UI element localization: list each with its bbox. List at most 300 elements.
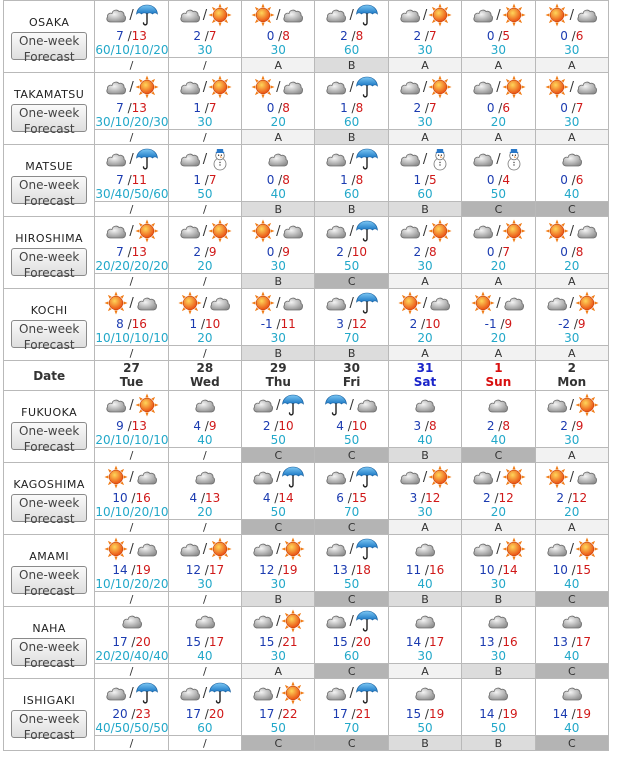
day-forecast-cell bbox=[388, 391, 461, 448]
one-week-forecast-button[interactable] bbox=[11, 104, 87, 136]
temp-separator: / bbox=[347, 563, 356, 577]
sun-icon bbox=[428, 75, 452, 99]
umbrella-icon bbox=[281, 393, 305, 417]
sun-icon bbox=[135, 393, 159, 417]
sun-icon bbox=[545, 3, 569, 27]
one-week-forecast-button[interactable] bbox=[11, 494, 87, 526]
city-forecast-row bbox=[4, 217, 609, 274]
weather-icons bbox=[315, 535, 387, 563]
weather-icons bbox=[242, 535, 314, 563]
reliability-cell: A bbox=[388, 520, 461, 535]
temp-separator: / bbox=[343, 419, 352, 433]
min-temp: 0 bbox=[486, 173, 495, 187]
temperature bbox=[169, 635, 241, 649]
reliability-cell: B bbox=[388, 202, 461, 217]
cloud-icon bbox=[208, 291, 232, 315]
reliability-cell: B bbox=[315, 130, 388, 145]
sun-icon bbox=[251, 75, 275, 99]
weather-icons bbox=[242, 289, 314, 317]
min-temp: 0 bbox=[560, 29, 568, 43]
cloud-icon bbox=[560, 609, 584, 633]
temp-separator: / bbox=[123, 245, 132, 259]
cloud-icon bbox=[135, 465, 159, 489]
precip-probability: 20/10/10/10 bbox=[95, 433, 169, 447]
sun-icon bbox=[575, 537, 599, 561]
icon-separator: / bbox=[569, 469, 574, 485]
day-forecast-cell bbox=[95, 463, 168, 520]
one-week-forecast-button[interactable] bbox=[11, 176, 87, 208]
icon-separator: / bbox=[496, 469, 501, 485]
min-temp: 2 bbox=[413, 29, 422, 43]
precip-probability: 60 bbox=[344, 649, 360, 663]
day-forecast-cell bbox=[462, 217, 535, 274]
min-temp: 10 bbox=[112, 491, 128, 505]
max-temp: 10 bbox=[425, 317, 441, 331]
max-temp: 18 bbox=[355, 563, 371, 577]
day-forecast-cell bbox=[168, 73, 241, 130]
temperature bbox=[462, 245, 534, 259]
temp-separator: / bbox=[347, 707, 356, 721]
temp-separator: / bbox=[200, 419, 209, 433]
max-temp: 13 bbox=[131, 101, 147, 115]
temperature bbox=[536, 563, 608, 577]
day-forecast-cell bbox=[535, 73, 608, 130]
weather-icons bbox=[95, 679, 167, 707]
day-forecast-cell bbox=[242, 535, 315, 592]
weather-icons bbox=[95, 1, 167, 29]
min-temp: -2 bbox=[558, 317, 571, 331]
reliability-cell: / bbox=[95, 736, 168, 751]
reliability-cell: C bbox=[315, 736, 388, 751]
icon-separator: / bbox=[276, 295, 281, 311]
temp-separator: / bbox=[567, 707, 576, 721]
max-temp: 8 bbox=[502, 419, 510, 433]
reliability-cell: A bbox=[462, 274, 535, 289]
button-label: One-week Forecast bbox=[19, 249, 80, 280]
max-temp: 9 bbox=[208, 419, 217, 433]
umbrella-icon bbox=[355, 3, 379, 27]
reliability-cell: A bbox=[535, 58, 608, 73]
temp-separator: / bbox=[200, 101, 209, 115]
min-temp: 15 bbox=[332, 635, 348, 649]
reliability-cell: A bbox=[535, 130, 608, 145]
temperature bbox=[536, 491, 608, 505]
one-week-forecast-button[interactable] bbox=[11, 638, 87, 670]
day-forecast-cell bbox=[462, 535, 535, 592]
max-temp: 9 bbox=[577, 317, 586, 331]
one-week-forecast-button[interactable] bbox=[11, 32, 87, 64]
reliability-row bbox=[4, 520, 609, 535]
day-name: Sat bbox=[413, 375, 437, 389]
day-forecast-cell bbox=[388, 289, 461, 346]
day-forecast-cell bbox=[388, 463, 461, 520]
temp-separator: / bbox=[127, 563, 136, 577]
cloud-icon bbox=[486, 393, 510, 417]
max-temp: 6 bbox=[575, 29, 584, 43]
sun-icon bbox=[135, 75, 159, 99]
temperature bbox=[536, 635, 608, 649]
max-temp: 23 bbox=[135, 707, 151, 721]
one-week-forecast-button[interactable] bbox=[11, 422, 87, 454]
max-temp: 14 bbox=[278, 491, 294, 505]
weather-icons bbox=[95, 607, 167, 635]
temperature bbox=[315, 491, 387, 505]
date-number: 2 bbox=[567, 361, 576, 375]
weather-icons bbox=[169, 463, 241, 491]
icon-separator: / bbox=[422, 79, 428, 95]
date-number: 31 bbox=[416, 361, 434, 375]
temperature bbox=[169, 245, 241, 259]
max-temp: 20 bbox=[208, 707, 225, 721]
date-cell bbox=[388, 361, 461, 391]
temperature bbox=[95, 563, 167, 577]
reliability-cell: C bbox=[315, 520, 388, 535]
date-cell bbox=[315, 361, 388, 391]
precip-probability: 20 bbox=[490, 115, 507, 129]
min-temp: 15 bbox=[259, 635, 275, 649]
weather-icons bbox=[242, 607, 314, 635]
temperature bbox=[462, 563, 534, 577]
reliability-cell: / bbox=[95, 664, 168, 679]
sun-icon bbox=[251, 219, 275, 243]
max-temp: 13 bbox=[205, 491, 221, 505]
day-forecast-cell bbox=[462, 607, 535, 664]
weather-icons bbox=[462, 463, 534, 491]
date-number: 1 bbox=[494, 361, 503, 375]
min-temp: 13 bbox=[332, 563, 348, 577]
max-temp: 22 bbox=[282, 707, 298, 721]
max-temp: 7 bbox=[428, 101, 437, 115]
day-forecast-cell bbox=[315, 1, 388, 58]
reliability-cell: A bbox=[462, 346, 535, 361]
max-temp: 6 bbox=[575, 173, 584, 187]
reliability-row bbox=[4, 592, 609, 607]
reliability-cell: C bbox=[315, 592, 388, 607]
weather-icons bbox=[389, 535, 461, 563]
sun-icon bbox=[104, 537, 128, 561]
city-cell bbox=[4, 463, 95, 535]
reliability-cell: C bbox=[535, 202, 608, 217]
cloud-icon bbox=[193, 465, 217, 489]
temp-separator: / bbox=[421, 101, 429, 115]
cloud-icon bbox=[398, 219, 422, 243]
min-temp: 0 bbox=[560, 173, 568, 187]
umbrella-icon bbox=[135, 681, 159, 705]
one-week-forecast-button[interactable] bbox=[11, 320, 87, 352]
icon-separator: / bbox=[202, 295, 208, 311]
temp-separator: / bbox=[567, 29, 576, 43]
temp-separator: / bbox=[274, 29, 283, 43]
icon-separator: / bbox=[129, 7, 134, 23]
temperature bbox=[315, 29, 387, 43]
precip-probability: 70 bbox=[344, 331, 360, 345]
min-temp: 2 bbox=[409, 317, 418, 331]
city-name: NAHA bbox=[32, 621, 66, 635]
icon-separator: / bbox=[276, 685, 281, 701]
day-forecast-cell bbox=[535, 145, 608, 202]
precip-probability: 20 bbox=[417, 331, 433, 345]
min-temp: 3 bbox=[336, 317, 344, 331]
temperature bbox=[389, 245, 461, 259]
umbrella-icon bbox=[135, 3, 159, 27]
reliability-cell: B bbox=[242, 202, 315, 217]
max-temp: 16 bbox=[131, 317, 147, 331]
city-name: KOCHI bbox=[30, 303, 68, 317]
city-cell bbox=[4, 73, 95, 145]
icon-separator: / bbox=[202, 223, 208, 239]
min-temp: 0 bbox=[266, 173, 275, 187]
day-forecast-cell bbox=[242, 217, 315, 274]
temp-separator: / bbox=[343, 317, 352, 331]
cloud-icon bbox=[398, 75, 422, 99]
reliability-cell: / bbox=[95, 520, 168, 535]
icon-separator: / bbox=[422, 469, 428, 485]
reliability-row bbox=[4, 448, 609, 463]
precip-probability: 50 bbox=[490, 721, 507, 735]
precip-probability: 20/20/20/20 bbox=[95, 259, 169, 273]
min-temp: 4 bbox=[193, 419, 201, 433]
icon-separator: / bbox=[349, 79, 354, 95]
max-temp: 10 bbox=[278, 419, 294, 433]
cloud-icon bbox=[251, 537, 275, 561]
precip-probability: 50 bbox=[344, 433, 360, 447]
button-label: One-week Forecast bbox=[19, 495, 80, 526]
weather-icons bbox=[95, 463, 167, 491]
one-week-forecast-button[interactable] bbox=[11, 566, 87, 598]
cloud-icon bbox=[575, 465, 599, 489]
city-forecast-row bbox=[4, 1, 609, 58]
sun-icon bbox=[208, 219, 232, 243]
sun-icon bbox=[502, 219, 526, 243]
max-temp: 9 bbox=[575, 419, 584, 433]
temperature bbox=[462, 29, 534, 43]
day-forecast-cell bbox=[315, 679, 388, 736]
date-cell bbox=[535, 361, 608, 391]
max-temp: 7 bbox=[428, 29, 437, 43]
min-temp: 4 bbox=[262, 491, 271, 505]
one-week-forecast-button[interactable] bbox=[11, 710, 87, 742]
cloud-icon bbox=[324, 465, 348, 489]
weather-icons bbox=[389, 217, 461, 245]
min-temp: 0 bbox=[266, 101, 275, 115]
temperature bbox=[389, 317, 461, 331]
weather-icons bbox=[536, 391, 608, 419]
max-temp: 8 bbox=[282, 29, 290, 43]
precip-probability: 30 bbox=[417, 505, 433, 519]
temp-separator: / bbox=[123, 317, 132, 331]
precip-probability: 50 bbox=[270, 505, 286, 519]
reliability-cell: C bbox=[315, 274, 388, 289]
precip-probability: 30 bbox=[417, 115, 433, 129]
umbrella-icon bbox=[355, 75, 379, 99]
snowman-icon bbox=[502, 147, 526, 171]
date-label-cell bbox=[4, 361, 95, 391]
day-forecast-cell bbox=[95, 145, 168, 202]
one-week-forecast-button[interactable] bbox=[11, 248, 87, 280]
day-forecast-cell bbox=[95, 217, 168, 274]
min-temp: 2 bbox=[560, 419, 568, 433]
min-temp: 0 bbox=[266, 245, 275, 259]
cloud-icon bbox=[575, 3, 599, 27]
city-name: KAGOSHIMA bbox=[13, 477, 85, 491]
precip-probability: 20 bbox=[197, 331, 213, 345]
temp-separator: / bbox=[274, 707, 283, 721]
max-temp: 19 bbox=[575, 707, 591, 721]
weather-icons bbox=[389, 289, 461, 317]
weather-icons bbox=[169, 679, 241, 707]
sun-icon bbox=[428, 3, 452, 27]
sun-icon bbox=[104, 465, 128, 489]
weather-icons bbox=[169, 145, 241, 173]
city-name: AMAMI bbox=[29, 549, 70, 563]
reliability-cell: / bbox=[95, 274, 168, 289]
max-temp: 20 bbox=[135, 635, 151, 649]
day-forecast-cell bbox=[388, 679, 461, 736]
temp-separator: / bbox=[274, 173, 283, 187]
day-name: Mon bbox=[557, 375, 587, 389]
temperature bbox=[169, 317, 241, 331]
temperature bbox=[242, 707, 314, 721]
sun-icon bbox=[575, 291, 599, 315]
city-forecast-row bbox=[4, 463, 609, 520]
temperature bbox=[169, 419, 241, 433]
weather-icons bbox=[315, 607, 387, 635]
city-cell bbox=[4, 607, 95, 679]
temperature bbox=[242, 563, 314, 577]
temp-separator: / bbox=[494, 29, 503, 43]
sun-icon bbox=[545, 465, 569, 489]
precip-probability: 60 bbox=[344, 43, 360, 57]
day-forecast-cell bbox=[535, 217, 608, 274]
precip-probability: 60 bbox=[417, 187, 433, 201]
weather-icons bbox=[536, 607, 608, 635]
temp-separator: / bbox=[270, 491, 279, 505]
reliability-cell: A bbox=[535, 448, 608, 463]
reliability-row bbox=[4, 58, 609, 73]
temp-separator: / bbox=[494, 101, 503, 115]
temperature bbox=[242, 245, 314, 259]
temperature bbox=[315, 173, 387, 187]
umbrella-icon bbox=[324, 393, 348, 417]
weather-icons bbox=[315, 679, 387, 707]
icon-separator: / bbox=[349, 223, 354, 239]
sun-icon bbox=[502, 537, 526, 561]
min-temp: 8 bbox=[116, 317, 124, 331]
reliability-cell: B bbox=[242, 592, 315, 607]
reliability-cell: C bbox=[462, 448, 535, 463]
precip-probability: 30 bbox=[490, 577, 507, 591]
date-label: Date bbox=[33, 368, 66, 383]
temperature bbox=[536, 173, 608, 187]
temperature bbox=[242, 29, 314, 43]
min-temp: 14 bbox=[405, 635, 422, 649]
min-temp: 10 bbox=[479, 563, 495, 577]
day-forecast-cell bbox=[388, 1, 461, 58]
icon-separator: / bbox=[422, 7, 428, 23]
day-name: Thu bbox=[265, 375, 291, 389]
max-temp: 9 bbox=[208, 245, 217, 259]
max-temp: 13 bbox=[131, 419, 147, 433]
city-forecast-row bbox=[4, 391, 609, 448]
temperature bbox=[389, 173, 461, 187]
precip-probability: 20 bbox=[197, 259, 213, 273]
cloud-icon bbox=[135, 291, 159, 315]
cloud-icon bbox=[104, 219, 128, 243]
temp-separator: / bbox=[494, 563, 503, 577]
icon-separator: / bbox=[276, 7, 281, 23]
date-header-row bbox=[4, 361, 609, 391]
weather-icons bbox=[462, 145, 534, 173]
day-forecast-cell bbox=[462, 463, 535, 520]
reliability-cell: / bbox=[168, 130, 241, 145]
umbrella-icon bbox=[355, 291, 379, 315]
precip-probability: 40 bbox=[417, 577, 433, 591]
temp-separator: / bbox=[567, 419, 576, 433]
precip-probability: 30/10/20/30 bbox=[95, 115, 169, 129]
cloud-icon bbox=[251, 393, 275, 417]
min-temp: 15 bbox=[405, 707, 422, 721]
max-temp: 17 bbox=[208, 635, 225, 649]
cloud-icon bbox=[281, 3, 305, 27]
temperature bbox=[536, 101, 608, 115]
cloud-icon bbox=[251, 465, 275, 489]
city-name: MATSUE bbox=[25, 159, 74, 173]
cloud-icon bbox=[324, 147, 348, 171]
reliability-cell: A bbox=[388, 664, 461, 679]
temperature bbox=[315, 101, 387, 115]
day-forecast-cell bbox=[388, 73, 461, 130]
max-temp: 13 bbox=[131, 29, 147, 43]
precip-probability: 60 bbox=[344, 187, 360, 201]
day-forecast-cell bbox=[535, 535, 608, 592]
icon-separator: / bbox=[349, 541, 354, 557]
min-temp: 4 bbox=[189, 491, 198, 505]
button-label: One-week Forecast bbox=[19, 33, 80, 64]
temp-separator: / bbox=[564, 491, 572, 505]
max-temp: 15 bbox=[575, 563, 591, 577]
icon-separator: / bbox=[349, 397, 354, 413]
min-temp: 20 bbox=[112, 707, 128, 721]
precip-probability: 40 bbox=[197, 649, 213, 663]
weather-icons bbox=[95, 535, 167, 563]
reliability-cell: A bbox=[388, 130, 461, 145]
temp-separator: / bbox=[274, 245, 283, 259]
day-forecast-cell bbox=[95, 289, 168, 346]
max-temp: 19 bbox=[502, 707, 518, 721]
weather-icons bbox=[169, 607, 241, 635]
sun-icon bbox=[251, 3, 275, 27]
day-forecast-cell bbox=[168, 679, 241, 736]
temp-separator: / bbox=[347, 635, 356, 649]
icon-separator: / bbox=[422, 295, 428, 311]
reliability-cell: B bbox=[315, 58, 388, 73]
icon-separator: / bbox=[569, 397, 574, 413]
day-forecast-cell bbox=[462, 679, 535, 736]
precip-probability: 30 bbox=[417, 649, 433, 663]
day-forecast-cell bbox=[315, 217, 388, 274]
cloud-icon bbox=[251, 609, 275, 633]
button-label: One-week Forecast bbox=[19, 567, 80, 598]
temp-separator: / bbox=[496, 317, 505, 331]
temp-separator: / bbox=[127, 491, 136, 505]
weather-icons bbox=[315, 289, 387, 317]
precip-probability: 10/10/20/20 bbox=[95, 577, 169, 591]
precip-probability: 30 bbox=[564, 433, 580, 447]
precip-probability: 30/40/50/60 bbox=[95, 187, 169, 201]
weather-icons bbox=[536, 535, 608, 563]
weather-icons bbox=[95, 289, 167, 317]
precip-probability: 70 bbox=[344, 721, 360, 735]
